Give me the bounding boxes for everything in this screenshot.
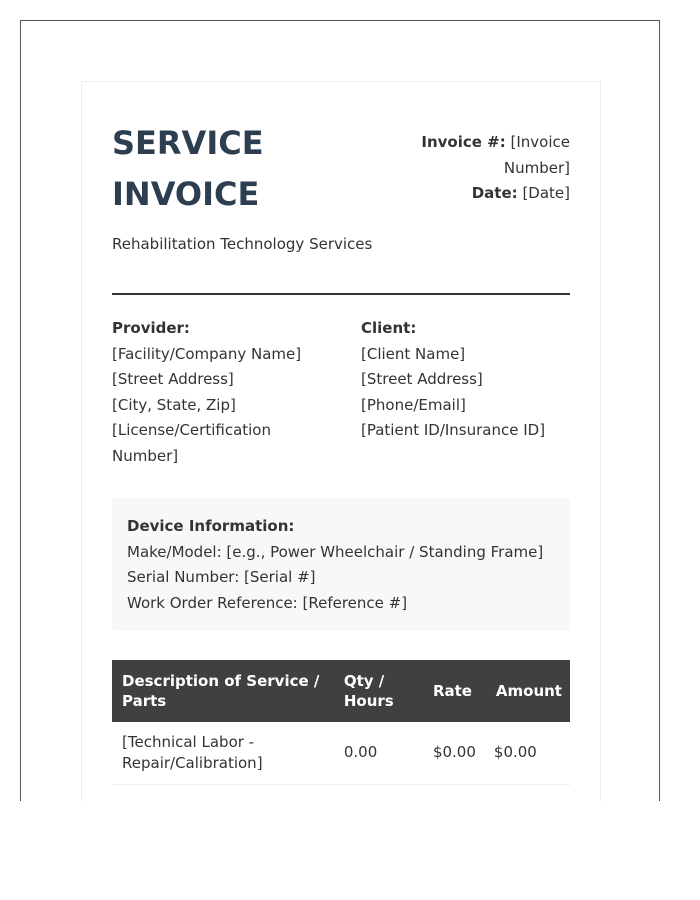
client-block bbox=[361, 316, 583, 444]
invoice-number-value: [Invoice Number] bbox=[503, 133, 570, 177]
provider-street: [Street Address] bbox=[112, 370, 234, 388]
row-rate: $0.00 bbox=[423, 722, 486, 784]
invoice-card bbox=[81, 81, 601, 801]
client-contact: [Phone/Email] bbox=[361, 395, 466, 414]
client-heading: Client: bbox=[361, 319, 417, 337]
device-info-box bbox=[112, 498, 570, 631]
table-header-row bbox=[112, 660, 570, 722]
device-heading: Device Information: bbox=[127, 517, 295, 535]
client-patient-id: [Patient ID/Insurance ID] bbox=[361, 421, 546, 439]
invoice-date-label: Date: bbox=[471, 184, 518, 202]
provider-city: [City, State, Zip] bbox=[112, 395, 236, 414]
header-amount: Amount bbox=[486, 660, 570, 722]
header-divider bbox=[112, 293, 570, 295]
header-description: Description of Service / Parts bbox=[112, 660, 334, 722]
invoice-title: SERVICE INVOICE bbox=[112, 124, 264, 213]
row-amount: $0.00 bbox=[486, 722, 570, 784]
document-viewport bbox=[20, 20, 660, 801]
row-description: [Technical Labor - Repair/Calibration] bbox=[112, 722, 334, 784]
provider-license: [License/Certification Number] bbox=[112, 421, 271, 465]
device-serial: Serial Number: [Serial #] bbox=[127, 568, 316, 586]
client-street: [Street Address] bbox=[361, 370, 483, 388]
table-row bbox=[112, 722, 570, 784]
invoice-date-row bbox=[410, 181, 570, 207]
invoice-subtitle: Rehabilitation Technology Services bbox=[112, 235, 373, 253]
invoice-number-row bbox=[410, 130, 570, 181]
row-qty: 0.00 bbox=[334, 722, 423, 784]
device-make-model: Make/Model: [e.g., Power Wheelchair / Standing Frame] bbox=[127, 542, 544, 561]
provider-block bbox=[112, 316, 334, 469]
device-work-order: Work Order Reference: [Reference #] bbox=[127, 593, 408, 612]
invoice-meta bbox=[410, 130, 570, 207]
client-name: [Client Name] bbox=[361, 344, 466, 363]
header-rate: Rate bbox=[423, 660, 486, 722]
line-items-table bbox=[112, 660, 570, 785]
provider-company: [Facility/Company Name] bbox=[112, 344, 302, 363]
invoice-number-label: Invoice #: bbox=[421, 133, 506, 151]
invoice-date-value: [Date] bbox=[522, 184, 570, 202]
provider-heading: Provider: bbox=[112, 319, 190, 337]
header-qty: Qty / Hours bbox=[334, 660, 423, 722]
